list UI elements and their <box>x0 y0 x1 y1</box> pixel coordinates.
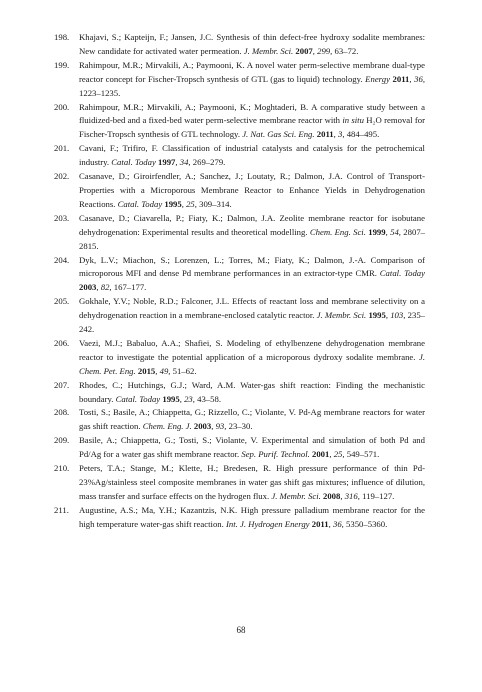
reference-year: 1995 <box>368 310 386 321</box>
reference-authors: Basile, A.; Chiappetta, G.; Tosti, S.; Violante, V. <box>79 435 262 446</box>
reference-pages: 235–242. <box>79 310 425 335</box>
reference-pages: 63–72. <box>334 45 359 56</box>
reference-authors: Tosti, S.; Basile, A.; Chiappetta, G.; Rizzello, C.; Violante, V. <box>79 407 299 418</box>
reference-text: Casanave, D.; Ciavarella, P.; Fiaty, K.; Dalmon, J.A. Zeolite membrane reactor for isobutane dehydrogenation: Experimental results and theoretical modelling. Chem. Eng. Sci. 1999, 54, 2807–2815. <box>79 212 425 251</box>
reference-pages: 1223–1235. <box>79 87 121 98</box>
reference-list <box>54 31 425 532</box>
page-number: 68 <box>236 625 246 635</box>
reference-number: 207. <box>54 379 70 390</box>
reference-pages: 5350–5360. <box>346 518 388 529</box>
reference-title: Pd-Ag membrane reactors for water gas shift reaction. <box>79 407 425 432</box>
reference-year: 2011 <box>392 73 410 84</box>
reference-item <box>54 59 425 101</box>
reference-item <box>54 142 425 170</box>
reference-text: Dyk, L.V.; Miachon, S.; Lorenzen, L.; Torres, M.; Fiaty, K.; Dalmon, J.-A. Comparison of microporous MFI and dense Pd membrane performances in an extractor-type CMR. Catal. Today 2003, 82, 167–177. <box>79 254 425 293</box>
reference-journal: J. Membr. Sci. <box>243 45 294 56</box>
reference-pages: 2807–2815. <box>79 226 425 251</box>
reference-volume: 34 <box>179 157 189 168</box>
reference-item <box>54 462 425 504</box>
reference-number: 198. <box>54 32 70 42</box>
reference-title: High pressure performance of thin Pd-23%Ag/stainless steel composite membranes in water gas shift gas mixtures; influence of dilution, mass transfer and surface effects on the hydrogen flux. <box>79 463 425 501</box>
reference-title: Effects of reactant loss and membrane selectivity on a dehydrogenation reaction in a membrane-enclosed catalytic reactor. <box>79 296 425 321</box>
reference-volume: 36 <box>332 518 342 529</box>
reference-title: Control of Transport-Properties with a Microporous Membrane Reactor to Enhance Yields in Dehydrogenation Reactions. <box>79 171 425 209</box>
reference-journal: J. Chem. Pet. Eng. <box>79 351 425 376</box>
reference-year: 2003 <box>193 421 212 432</box>
reference-journal: Catal. Today <box>117 198 163 209</box>
reference-title: Synthesis of thin defect-free hydroxy sodalite membranes: New candidate for activated water permeation. <box>79 32 426 56</box>
reference-item <box>54 434 425 462</box>
reference-number: 201. <box>54 143 70 154</box>
reference-journal: Int. J. Hydrogen Energy <box>225 518 310 529</box>
reference-authors: Casanave, D.; Ciavarella, P.; Fiaty, K.; Dalmon, J.A. <box>79 212 280 223</box>
reference-volume: 25 <box>333 449 343 460</box>
reference-volume: 3 <box>338 129 343 140</box>
reference-item <box>54 254 425 296</box>
reference-item <box>54 337 425 379</box>
reference-number: 205. <box>54 296 70 307</box>
reference-volume: 316 <box>344 490 358 501</box>
reference-text: Khajavi, S.; Kapteijn, F.; Jansen, J.C. Synthesis of thin defect-free hydroxy sodalite membranes: New candidate for activated water permeation. J. Membr. Sci. 2007, 299, 63–72. <box>79 32 426 56</box>
reference-journal: Catal. Today <box>115 393 161 404</box>
reference-authors: Casanave, D.; Giroirfendler, A.; Sanchez, J.; Loutaty, R.; Dalmon, J.A. <box>79 171 347 182</box>
reference-number: 210. <box>54 463 70 474</box>
reference-title: A novel water perm-selective membrane dual-type reactor concept for Fischer-Tropsch synthesis of GTL (gas to liquid) technology. <box>79 59 425 84</box>
reference-number: 200. <box>54 101 70 112</box>
reference-authors: Cavani, F.; Trifiro, F. <box>79 143 163 154</box>
reference-volume: 25 <box>186 198 195 209</box>
reference-journal: J. Membr. Sci. <box>271 490 321 501</box>
reference-authors: Peters, T.A.; Stange, M.; Klette, H.; Bredesen, R. <box>79 463 277 474</box>
reference-year: 1999 <box>368 226 386 237</box>
reference-text: Cavani, F.; Trifiro, F. Classification of industrial catalysts and catalysis for the petrochemical industry. Catal. Today 1997, 34, 269–279. <box>79 143 425 168</box>
reference-text: Augustine, A.S.; Ma, Y.H.; Kazantzis, N.K. High pressure palladium membrane reactor for the high temperature water-gas shift reaction. Int. J. Hydrogen Energy 2011, 36, 5350–5360. <box>79 504 425 529</box>
reference-pages: 167–177. <box>113 282 147 293</box>
reference-number: 208. <box>54 407 70 418</box>
reference-item <box>54 504 425 532</box>
reference-text: Rahimpour, M.R.; Mirvakili, A.; Paymooni, K.; Moghtaderi, B. A comparative study between a fluidized-bed and a fixed-bed water perm-selective membrane reactor with in situ H₂O removal for Fischer-Tropsch synthesis of GTL technology. J. Nat. Gas Sci. Eng. 2011, 3, 484–495. <box>79 101 426 140</box>
reference-authors: Khajavi, S.; Kapteijn, F.; Jansen, J.C. <box>79 32 217 42</box>
reference-authors: Augustine, A.S.; Ma, Y.H.; Kazantzis, N.K. <box>79 504 241 515</box>
reference-item <box>54 406 425 434</box>
reference-year: 2011 <box>316 129 334 140</box>
reference-volume: 23 <box>184 393 193 404</box>
reference-volume: 36 <box>414 73 423 84</box>
reference-volume: 82 <box>100 282 110 293</box>
reference-title: Classification of industrial catalysts and catalysis for the petrochemical industry. <box>79 143 425 168</box>
reference-year: 1995 <box>164 198 182 209</box>
reference-text: Gokhale, Y.V.; Noble, R.D.; Falconer, J.L. Effects of reactant loss and membrane selectivity on a dehydrogenation reaction in a membrane-enclosed catalytic reactor. J. Membr. Sci. 1995, 103, 235–242. <box>79 296 425 335</box>
reference-journal: J. Nat. Gas Sci. Eng. <box>242 129 315 140</box>
reference-number: 202. <box>54 171 70 182</box>
reference-journal: Energy <box>365 73 390 84</box>
reference-authors: Vaezi, M.J.; Babaluo, A.A.; Shafiei, S. <box>79 337 227 348</box>
reference-text: Casanave, D.; Giroirfendler, A.; Sanchez, J.; Loutaty, R.; Dalmon, J.A. Control of Transport-Properties with a Microporous Membrane Reactor to Enhance Yields in Dehydrogenation Reactions. Catal. Today 1995, 25, 309–314. <box>79 171 425 209</box>
reference-journal: J. Membr. Sci. <box>316 310 367 321</box>
reference-journal: Chem. Eng. Sci. <box>309 226 366 237</box>
reference-number: 209. <box>54 435 70 446</box>
reference-pages: 43–58. <box>197 393 221 404</box>
reference-year: 2011 <box>311 518 329 529</box>
reference-pages: 51–62. <box>172 365 197 376</box>
reference-text: Basile, A.; Chiappetta, G.; Tosti, S.; Violante, V. Experimental and simulation of both Pd and Pd/Ag for a water gas shift membrane reactor. Sep. Purif. Technol. 2001, 25, 549–571. <box>79 435 425 460</box>
reference-item <box>54 295 425 337</box>
reference-volume: 49 <box>159 365 169 376</box>
reference-journal: Chem. Eng. J. <box>142 421 192 432</box>
reference-number: 206. <box>54 337 70 348</box>
reference-authors: Gokhale, Y.V.; Noble, R.D.; Falconer, J.L. <box>79 296 232 307</box>
reference-year: 1995 <box>162 393 180 404</box>
reference-title: Water-gas shift reaction: Finding the mechanistic boundary. <box>79 379 425 404</box>
reference-year: 2007 <box>295 45 313 56</box>
reference-year: 1997 <box>158 157 176 168</box>
reference-authors: Dyk, L.V.; Miachon, S.; Lorenzen, L.; Torres, M.; Fiaty, K.; Dalmon, J.-A. <box>79 254 371 265</box>
reference-title: A comparative study between a fluidized-bed and a fixed-bed water perm-selective membrane reactor with <box>79 101 426 126</box>
reference-volume: 93 <box>215 421 225 432</box>
reference-pages: 309–314. <box>199 198 232 209</box>
reference-number: 203. <box>54 212 70 223</box>
reference-title: Zeolite membrane reactor for isobutane dehydrogenation: Experimental results and theoretical modelling. <box>79 212 425 237</box>
reference-title: Experimental and simulation of both Pd and Pd/Ag for a water gas shift membrane reactor. <box>79 435 425 460</box>
reference-title: Modeling of ethylbenzene dehydrogenation membrane reactor to investigate the potential application of a microporous dydroxy sodalite membrane. <box>79 337 425 362</box>
reference-journal: Catal. Today <box>379 268 425 279</box>
reference-item <box>54 31 425 59</box>
reference-pages: 269–279. <box>192 157 226 168</box>
reference-text: Tosti, S.; Basile, A.; Chiappetta, G.; Rizzello, C.; Violante, V. Pd-Ag membrane reactors for water gas shift reaction. Chem. Eng. J. 2003, 93, 23–30. <box>79 407 425 432</box>
reference-year: 2015 <box>137 365 156 376</box>
reference-number: 204. <box>54 254 70 265</box>
reference-volume: 54 <box>390 226 399 237</box>
reference-text: Peters, T.A.; Stange, M.; Klette, H.; Bredesen, R. High pressure performance of thin Pd-23%Ag/stainless steel composite membranes in water gas shift gas mixtures; influence of dilution, mass transfer and surface effects on the hydrogen flux. J. Membr. Sci. 2008, 316, 119–127. <box>79 463 425 501</box>
reference-title-tail: H₂O removal for Fischer-Tropsch synthesis of GTL technology. <box>79 115 425 140</box>
reference-journal: Catal. Today <box>111 157 156 168</box>
reference-number: 199. <box>54 59 70 70</box>
reference-pages: 119–127. <box>362 490 395 501</box>
reference-title: High pressure palladium membrane reactor for the high temperature water-gas shift reaction. <box>79 504 425 529</box>
reference-title: Comparison of microporous MFI and dense Pd membrane performances in an extractor-type CMR. <box>79 254 425 279</box>
reference-authors: Rhodes, C.; Hutchings, G.J.; Ward, A.M. <box>79 379 241 390</box>
reference-year: 2003 <box>79 282 97 293</box>
reference-title-italic: in situ <box>342 115 364 126</box>
reference-year: 2001 <box>311 449 330 460</box>
reference-pages: 484–495. <box>346 129 380 140</box>
reference-pages: 549–571. <box>346 449 380 460</box>
reference-number: 211. <box>54 504 69 515</box>
reference-text: Vaezi, M.J.; Babaluo, A.A.; Shafiei, S. Modeling of ethylbenzene dehydrogenation membrane reactor to investigate the potential application of a microporous dydroxy sodalite membrane. J. Chem. Pet. Eng. 2015, 49, 51–62. <box>79 337 425 376</box>
reference-item <box>54 212 425 254</box>
reference-item <box>54 170 425 212</box>
reference-authors: Rahimpour, M.R.; Mirvakili, A.; Paymooni, K.; Moghtaderi, B. <box>79 101 312 112</box>
reference-item <box>54 101 425 143</box>
reference-text: Rhodes, C.; Hutchings, G.J.; Ward, A.M. Water-gas shift reaction: Finding the mechanistic boundary. Catal. Today 1995, 23, 43–58. <box>79 379 425 404</box>
reference-year: 2008 <box>322 490 341 501</box>
reference-pages: 23–30. <box>228 421 253 432</box>
reference-authors: Rahimpour, M.R.; Mirvakili, A.; Paymooni, K. <box>79 59 247 70</box>
reference-volume: 299 <box>317 45 331 56</box>
reference-volume: 103 <box>390 310 404 321</box>
reference-item <box>54 379 425 407</box>
reference-text: Rahimpour, M.R.; Mirvakili, A.; Paymooni, K. A novel water perm-selective membrane dual-type reactor concept for Fischer-Tropsch synthesis of GTL (gas to liquid) technology. Energy 2011, 36, 1223–1235. <box>79 59 425 98</box>
reference-journal: Sep. Purif. Technol. <box>241 449 310 460</box>
